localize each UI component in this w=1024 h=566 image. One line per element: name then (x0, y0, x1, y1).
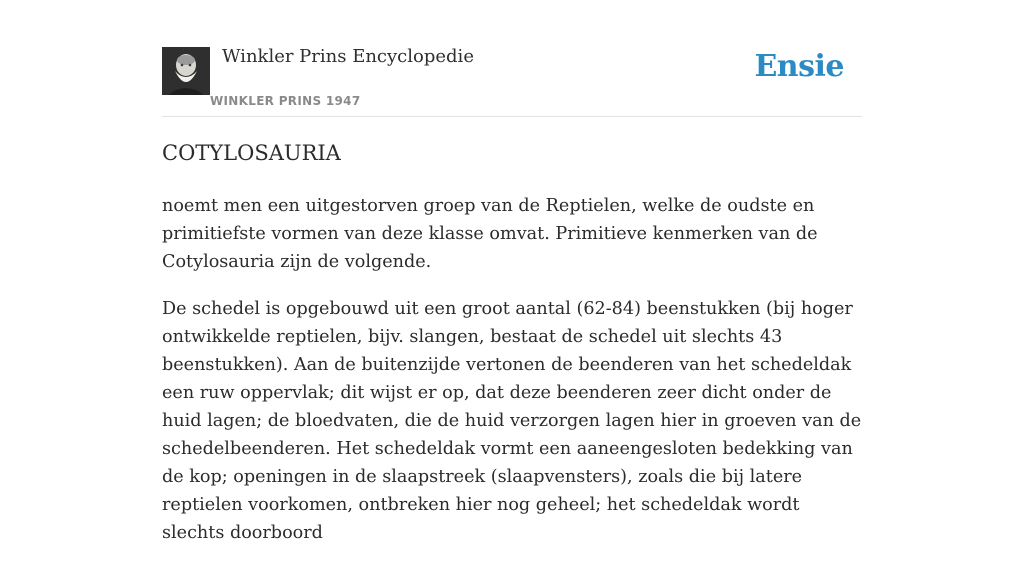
paragraph: noemt men een uitgestorven groep van de Reptielen, welke de oudste en primitiefste vormen van deze klasse omvat. Primitieve kenmerken van de Cotylosauria zijn de volgende. (162, 196, 818, 272)
portrait-image (162, 47, 210, 95)
site-title[interactable]: Winkler Prins Encyclopedie (222, 46, 474, 67)
paragraph: De schedel is opgebouwd uit een groot aantal (62-84) beenstukken (bij hoger ontwikkelde reptielen, bijv. slangen, bestaat de schedel uit slechts 43 beenstukken). Aan de buitenzijde vertonen de beenderen van het schedeldak een ruw oppervlak; dit wijst er op, dat deze beenderen zeer dicht onder de huid lagen; de bloedvaten, die de huid verzorgen lagen hier in groeven van de schedelbeenderen. Het schedeldak vormt een aaneengesloten bedekking van de kop; openingen in de slaapstreek (slaapvensters), zoals die bij latere reptielen voorkomen, ontbreken hier nog geheel; het schedeldak wordt slechts doorboord (162, 299, 862, 543)
author-avatar[interactable] (162, 47, 210, 95)
article-title: COTYLOSAURIA (162, 141, 341, 165)
ensie-logo[interactable]: Ensie (754, 49, 844, 84)
edition-label[interactable]: WINKLER PRINS 1947 (210, 94, 361, 108)
article-body (162, 192, 862, 566)
site-header (162, 0, 862, 117)
